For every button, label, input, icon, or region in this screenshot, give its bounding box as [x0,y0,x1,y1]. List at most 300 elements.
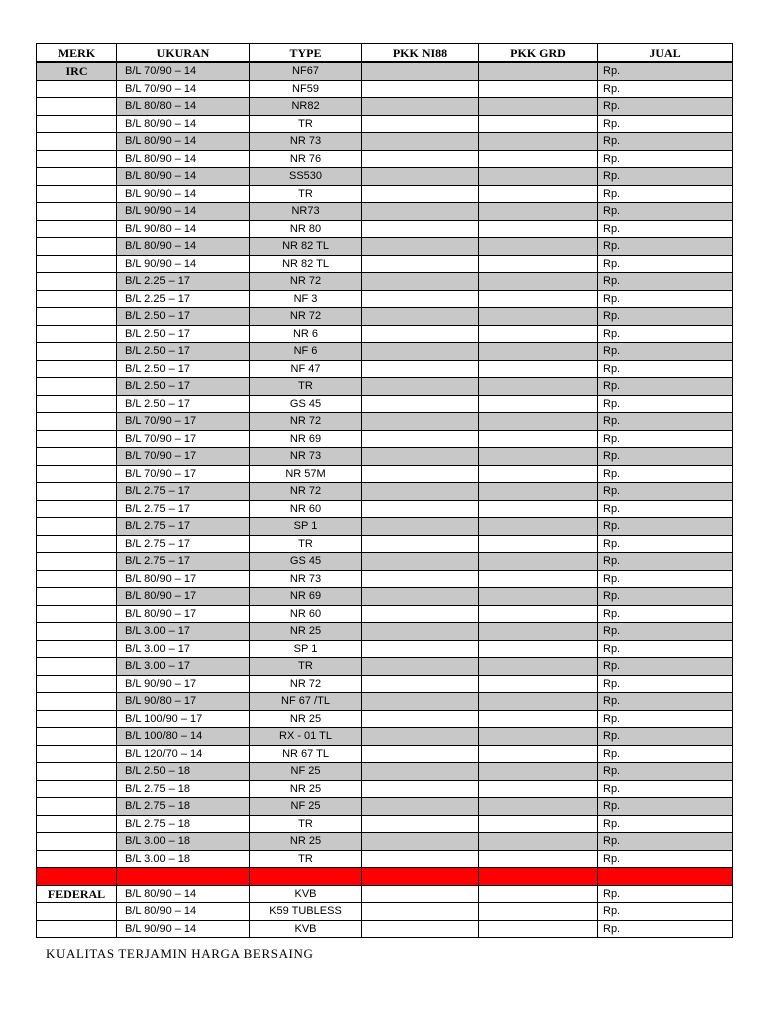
size-cell: B/L 90/90 – 14 [117,255,250,273]
pkk-grd-cell [479,850,598,868]
table-row [37,133,733,151]
size-cell: B/L 80/90 – 14 [117,115,250,133]
pkk-ni88-cell [362,308,479,326]
type-cell: TR [250,850,362,868]
merk [37,605,117,623]
table-header-row [37,44,733,63]
jual-cell: Rp. [598,203,733,221]
pkk-grd-cell [479,868,598,886]
size-cell: B/L 2.50 – 17 [117,378,250,396]
pkk-ni88-cell [362,763,479,781]
size-cell: B/L 2.75 – 17 [117,500,250,518]
type-cell: NR 60 [250,605,362,623]
table-row [37,658,733,676]
pkk-ni88-cell [362,395,479,413]
type-cell: NR73 [250,203,362,221]
pkk-grd-cell [479,640,598,658]
merk [37,395,117,413]
table-row [37,448,733,466]
jual-cell: Rp. [598,413,733,431]
merk [37,623,117,641]
merk [37,500,117,518]
type-cell: NR82 [250,98,362,116]
pkk-ni88-cell [362,378,479,396]
table-row [37,150,733,168]
merk [37,868,117,886]
merk [37,780,117,798]
size-cell: B/L 70/90 – 17 [117,448,250,466]
size-cell: B/L 70/90 – 17 [117,430,250,448]
pkk-grd-cell [479,255,598,273]
jual-cell: Rp. [598,185,733,203]
pkk-ni88-cell [362,413,479,431]
type-cell: NR 72 [250,308,362,326]
type-cell: NF 67 /TL [250,693,362,711]
table-row [37,430,733,448]
size-cell: B/L 2.50 – 17 [117,325,250,343]
pkk-ni88-cell [362,885,479,903]
size-cell: B/L 2.50 – 17 [117,395,250,413]
pkk-grd-cell [479,80,598,98]
type-cell: NR 6 [250,325,362,343]
pkk-grd-cell [479,395,598,413]
pkk-ni88-cell [362,675,479,693]
merk [37,675,117,693]
pkk-ni88-cell [362,588,479,606]
type-cell: NR 73 [250,133,362,151]
pkk-grd-cell [479,308,598,326]
table-row [37,570,733,588]
jual-cell: Rp. [598,623,733,641]
size-cell: B/L 80/90 – 17 [117,588,250,606]
merk [37,710,117,728]
type-cell: NF 25 [250,798,362,816]
pkk-grd-cell [479,885,598,903]
merk [37,115,117,133]
table-row [37,798,733,816]
merk [37,220,117,238]
table-row [37,360,733,378]
pkk-grd-cell [479,98,598,116]
type-cell: NR 82 TL [250,238,362,256]
jual-cell: Rp. [598,588,733,606]
header-merk: MERK [37,44,117,63]
pkk-grd-cell [479,150,598,168]
pkk-grd-cell [479,62,598,80]
pkk-grd-cell [479,360,598,378]
type-cell: NF59 [250,80,362,98]
type-cell: GS 45 [250,395,362,413]
size-cell: B/L 70/90 – 14 [117,62,250,80]
pkk-ni88-cell [362,80,479,98]
jual-cell: Rp. [598,815,733,833]
pkk-ni88-cell [362,238,479,256]
size-cell: B/L 2.75 – 18 [117,815,250,833]
size-cell: B/L 3.00 – 17 [117,623,250,641]
header-type: TYPE [250,44,362,63]
pkk-ni88-cell [362,920,479,938]
pkk-ni88-cell [362,798,479,816]
table-row [37,745,733,763]
pkk-grd-cell [479,658,598,676]
size-cell: B/L 2.75 – 17 [117,483,250,501]
merk: IRC [37,62,117,80]
jual-cell: Rp. [598,903,733,921]
pkk-grd-cell [479,518,598,536]
footer-slogan: KUALITAS TERJAMIN HARGA BERSAING [46,946,314,961]
pkk-ni88-cell [362,465,479,483]
merk [37,588,117,606]
jual-cell: Rp. [598,553,733,571]
size-cell: B/L 80/90 – 17 [117,570,250,588]
merk [37,168,117,186]
pkk-grd-cell [479,448,598,466]
pkk-ni88-cell [362,500,479,518]
type-cell: NR 69 [250,588,362,606]
merk [37,658,117,676]
pkk-ni88-cell [362,273,479,291]
table-row [37,395,733,413]
jual-cell: Rp. [598,640,733,658]
table-row [37,728,733,746]
size-cell: B/L 90/80 – 17 [117,693,250,711]
pkk-ni88-cell [362,62,479,80]
jual-cell: Rp. [598,605,733,623]
size-cell: B/L 2.50 – 18 [117,763,250,781]
size-cell: B/L 3.00 – 17 [117,658,250,676]
table-row [37,710,733,728]
merk [37,378,117,396]
pkk-grd-cell [479,920,598,938]
table-row [37,780,733,798]
size-cell: B/L 100/80 – 14 [117,728,250,746]
header-ukuran: UKURAN [117,44,250,63]
type-cell: NR 80 [250,220,362,238]
jual-cell: Rp. [598,570,733,588]
pkk-grd-cell [479,115,598,133]
type-cell: NR 69 [250,430,362,448]
merk [37,693,117,711]
size-cell: B/L 2.50 – 17 [117,360,250,378]
type-cell: KVB [250,920,362,938]
jual-cell: Rp. [598,483,733,501]
merk [37,553,117,571]
type-cell: TR [250,185,362,203]
pkk-ni88-cell [362,710,479,728]
type-cell: NR 67 TL [250,745,362,763]
pkk-grd-cell [479,413,598,431]
pkk-grd-cell [479,290,598,308]
pkk-grd-cell [479,325,598,343]
jual-cell: Rp. [598,658,733,676]
table-row [37,98,733,116]
pkk-grd-cell [479,675,598,693]
pkk-ni88-cell [362,255,479,273]
merk [37,150,117,168]
table-row [37,553,733,571]
pkk-grd-cell [479,763,598,781]
table-row [37,903,733,921]
table-row [37,483,733,501]
pkk-ni88-cell [362,325,479,343]
jual-cell: Rp. [598,133,733,151]
pkk-grd-cell [479,483,598,501]
pkk-ni88-cell [362,343,479,361]
merk [37,238,117,256]
merk [37,920,117,938]
merk [37,203,117,221]
jual-cell: Rp. [598,395,733,413]
pkk-grd-cell [479,798,598,816]
merk [37,850,117,868]
table-row [37,588,733,606]
pkk-grd-cell [479,710,598,728]
header-pkk-grd: PKK GRD [479,44,598,63]
table-row [37,763,733,781]
type-cell: SP 1 [250,518,362,536]
jual-cell: Rp. [598,80,733,98]
pkk-grd-cell [479,570,598,588]
table-row [37,185,733,203]
pkk-ni88-cell [362,745,479,763]
type-cell: NF 3 [250,290,362,308]
size-cell: B/L 90/90 – 17 [117,675,250,693]
type-cell: NR 25 [250,623,362,641]
type-cell: NF 47 [250,360,362,378]
merk [37,903,117,921]
pkk-ni88-cell [362,640,479,658]
pkk-ni88-cell [362,290,479,308]
type-cell: TR [250,535,362,553]
jual-cell: Rp. [598,465,733,483]
jual-cell: Rp. [598,220,733,238]
size-cell: B/L 80/90 – 17 [117,605,250,623]
pkk-grd-cell [479,780,598,798]
pkk-ni88-cell [362,553,479,571]
size-cell [117,868,250,886]
pkk-ni88-cell [362,98,479,116]
jual-cell: Rp. [598,238,733,256]
type-cell: SP 1 [250,640,362,658]
size-cell: B/L 2.50 – 17 [117,308,250,326]
pkk-grd-cell [479,465,598,483]
type-cell: TR [250,815,362,833]
jual-cell: Rp. [598,62,733,80]
size-cell: B/L 90/90 – 14 [117,203,250,221]
merk [37,185,117,203]
jual-cell: Rp. [598,168,733,186]
size-cell: B/L 2.75 – 18 [117,780,250,798]
size-cell: B/L 3.00 – 18 [117,833,250,851]
table-row [37,203,733,221]
pkk-ni88-cell [362,780,479,798]
pkk-grd-cell [479,623,598,641]
jual-cell: Rp. [598,448,733,466]
type-cell: RX - 01 TL [250,728,362,746]
type-cell: NR 25 [250,833,362,851]
size-cell: B/L 80/90 – 14 [117,885,250,903]
jual-cell: Rp. [598,325,733,343]
table-row [37,343,733,361]
jual-cell: Rp. [598,98,733,116]
jual-cell: Rp. [598,780,733,798]
header-pkk-ni88: PKK NI88 [362,44,479,63]
table-row [37,168,733,186]
separator-row [37,868,733,886]
table-row [37,885,733,903]
table-row [37,640,733,658]
pkk-grd-cell [479,535,598,553]
type-cell: NR 72 [250,675,362,693]
merk [37,570,117,588]
table-row [37,675,733,693]
type-cell: TR [250,378,362,396]
type-cell: NF 6 [250,343,362,361]
table-row [37,378,733,396]
type-cell: NR 82 TL [250,255,362,273]
size-cell: B/L 2.75 – 17 [117,518,250,536]
pkk-ni88-cell [362,150,479,168]
merk [37,133,117,151]
pkk-ni88-cell [362,570,479,588]
table-row [37,80,733,98]
pkk-ni88-cell [362,483,479,501]
table-row [37,623,733,641]
type-cell: NR 25 [250,780,362,798]
pkk-ni88-cell [362,220,479,238]
size-cell: B/L 80/90 – 14 [117,903,250,921]
pkk-grd-cell [479,728,598,746]
merk [37,815,117,833]
table-row [37,255,733,273]
pkk-ni88-cell [362,868,479,886]
type-cell: NR 25 [250,710,362,728]
merk [37,80,117,98]
size-cell: B/L 80/90 – 14 [117,133,250,151]
size-cell: B/L 120/70 – 14 [117,745,250,763]
price-table [36,43,733,938]
type-cell: K59 TUBLESS [250,903,362,921]
size-cell: B/L 80/90 – 14 [117,150,250,168]
pkk-ni88-cell [362,430,479,448]
type-cell: NR 72 [250,273,362,291]
pkk-ni88-cell [362,815,479,833]
size-cell: B/L 70/90 – 17 [117,413,250,431]
merk [37,798,117,816]
jual-cell: Rp. [598,500,733,518]
pkk-ni88-cell [362,728,479,746]
jual-cell: Rp. [598,518,733,536]
type-cell: TR [250,658,362,676]
pkk-ni88-cell [362,168,479,186]
jual-cell: Rp. [598,693,733,711]
pkk-ni88-cell [362,623,479,641]
table-row [37,605,733,623]
type-cell: NR 57M [250,465,362,483]
merk [37,483,117,501]
type-cell: NR 76 [250,150,362,168]
jual-cell: Rp. [598,290,733,308]
type-cell: NF 25 [250,763,362,781]
merk [37,833,117,851]
pkk-ni88-cell [362,658,479,676]
merk [37,308,117,326]
merk [37,728,117,746]
merk [37,98,117,116]
merk [37,325,117,343]
merk [37,273,117,291]
type-cell: NR 60 [250,500,362,518]
table-row [37,920,733,938]
type-cell: KVB [250,885,362,903]
merk [37,448,117,466]
table-row [37,325,733,343]
size-cell: B/L 80/80 – 14 [117,98,250,116]
pkk-grd-cell [479,203,598,221]
jual-cell: Rp. [598,728,733,746]
pkk-grd-cell [479,588,598,606]
table-row [37,693,733,711]
merk [37,745,117,763]
jual-cell [598,868,733,886]
merk [37,430,117,448]
table-row [37,273,733,291]
pkk-grd-cell [479,185,598,203]
table-row [37,413,733,431]
size-cell: B/L 70/90 – 14 [117,80,250,98]
type-cell: SS530 [250,168,362,186]
jual-cell: Rp. [598,343,733,361]
jual-cell: Rp. [598,115,733,133]
pkk-grd-cell [479,605,598,623]
pkk-grd-cell [479,553,598,571]
size-cell: B/L 100/90 – 17 [117,710,250,728]
size-cell: B/L 90/90 – 14 [117,920,250,938]
type-cell: NR 72 [250,413,362,431]
pkk-ni88-cell [362,535,479,553]
table-row [37,62,733,80]
size-cell: B/L 2.75 – 18 [117,798,250,816]
jual-cell: Rp. [598,710,733,728]
size-cell: B/L 70/90 – 17 [117,465,250,483]
table-row [37,815,733,833]
type-cell: TR [250,115,362,133]
pkk-grd-cell [479,238,598,256]
table-row [37,465,733,483]
pkk-grd-cell [479,500,598,518]
pkk-ni88-cell [362,693,479,711]
size-cell: B/L 2.50 – 17 [117,343,250,361]
type-cell: NR 73 [250,570,362,588]
pkk-ni88-cell [362,605,479,623]
size-cell: B/L 3.00 – 18 [117,850,250,868]
size-cell: B/L 80/90 – 14 [117,238,250,256]
type-cell [250,868,362,886]
jual-cell: Rp. [598,378,733,396]
pkk-grd-cell [479,168,598,186]
jual-cell: Rp. [598,535,733,553]
table-row [37,833,733,851]
pkk-grd-cell [479,693,598,711]
pkk-ni88-cell [362,518,479,536]
size-cell: B/L 90/80 – 14 [117,220,250,238]
jual-cell: Rp. [598,255,733,273]
pkk-ni88-cell [362,448,479,466]
size-cell: B/L 80/90 – 14 [117,168,250,186]
pkk-grd-cell [479,273,598,291]
type-cell: NF67 [250,62,362,80]
type-cell: GS 45 [250,553,362,571]
